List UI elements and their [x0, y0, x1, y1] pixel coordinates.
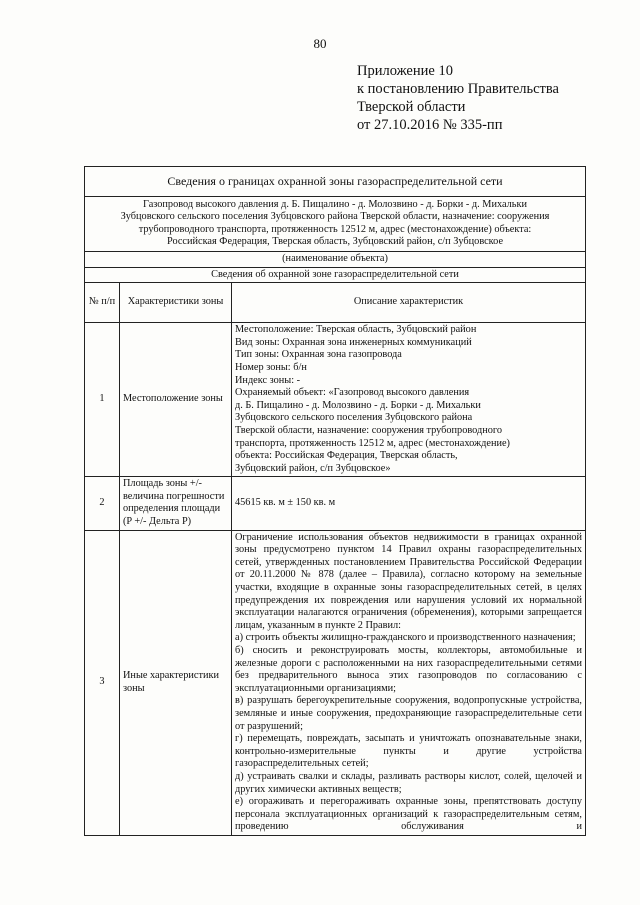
appendix-line-4: от 27.10.2016 № 335-пп	[357, 117, 503, 133]
restriction-item: а) строить объекты жилищно-гражданского и производственного назначения;	[235, 632, 576, 644]
row-number: 1	[85, 323, 120, 477]
row-number: 3	[85, 530, 120, 835]
row-characteristic: Местоположение зоны	[120, 323, 232, 477]
description-line: Номер зоны: б/н	[235, 361, 307, 373]
object-name-line: Зубцовского сельского поселения Зубцовского района Тверской области, назначение: сооружения	[120, 211, 550, 223]
description-line: Зубцовский район, с/п Зубцовское»	[235, 462, 391, 474]
restriction-item: в) разрушать берегоукрепительные сооружения, водопропускные устройства, земляные и иные сооружения, предохраняющие газораспределительные сети от разрушений;	[235, 695, 582, 732]
description-paragraph: Ограничение использования объектов недвижимости в границах охранной зоны предусмотрено пунктом 14 Правил охраны газораспределительных сетей, утвержденных постановлением Правительства Российской Федерации от 20.11.2000 № 878 (далее – Правила), согласно которому на земельные участки, входящие в охранные зоны газораспределительных сетей, в целях предупреждения их повреждения или нарушения условий их нормальной эксплуатации налагаются ограничения (обременения), которыми запрещается лицам, указанным в пункте 2 Правил:	[235, 531, 582, 631]
description-line: Местоположение: Тверская область, Зубцовский район	[235, 324, 477, 336]
description-line: объекта: Российская Федерация, Тверская область,	[235, 450, 458, 462]
table-title: Сведения о границах охранной зоны газораспределительной сети	[85, 167, 586, 197]
description-line: транспорта, протяженность 12512 м, адрес (местонахождение)	[235, 437, 510, 449]
restriction-item: б) сносить и реконструировать мосты, коллекторы, автомобильные и железные дороги с расположенными на них газораспределительными сетями без предварительного выноса этих газопроводов по согласованию с эксплуатационными организациями;	[235, 645, 582, 694]
row-description	[232, 530, 586, 835]
object-name-line: трубопроводного транспорта, протяженность 12512 м, адрес (местонахождение) объекта:	[138, 223, 532, 235]
description-line: Тип зоны: Охранная зона газопровода	[235, 349, 402, 361]
row-characteristic: Иные характеристики зоны	[120, 530, 232, 835]
object-name-line: Газопровод высокого давления д. Б. Пищалино - д. Молозвино - д. Борки - д. Михальки	[143, 198, 527, 210]
page-number: 80	[313, 36, 327, 51]
row-characteristic: Площадь зоны +/- величина погрешности определения площади (P +/- Дельта P)	[120, 477, 232, 530]
description-line: Вид зоны: Охранная зона инженерных коммуникаций	[235, 336, 472, 348]
description-line: Охраняемый объект: «Газопровод высокого давления	[235, 387, 470, 399]
restriction-item: е) огораживать и перегораживать охранные зоны, препятствовать доступу персонала эксплуатационных организаций к газораспределительным сетям, проведению обслуживания и	[235, 796, 582, 833]
appendix-line-2: к постановлению Правительства	[357, 81, 559, 97]
description-line: Индекс зоны: -	[235, 374, 301, 386]
appendix-line-1: Приложение 10	[357, 63, 453, 79]
table-row	[85, 323, 586, 477]
zone-info-table	[84, 166, 586, 836]
object-name-line: Российская Федерация, Тверская область, Зубцовский район, с/п Зубцовское	[166, 236, 504, 248]
description-line: Зубцовского сельского поселения Зубцовского района	[235, 412, 473, 424]
restriction-item: г) перемещать, повреждать, засыпать и уничтожать опознавательные знаки, контрольно-измерительные пункты и другие устройства газораспределительных сетей;	[235, 733, 582, 770]
column-header-characteristic: Характеристики зоны	[120, 283, 232, 323]
appendix-header	[357, 62, 559, 134]
row-description: 45615 кв. м ± 150 кв. м	[232, 477, 586, 530]
description-line: д. Б. Пищалино - д. Молозвино - д. Борки - д. Михальки	[235, 399, 481, 411]
zone-info-header: Сведения об охранной зоне газораспределительной сети	[85, 267, 586, 283]
column-header-description: Описание характеристик	[232, 283, 586, 323]
description-line: Тверской области, назначение: сооружения трубопроводного	[235, 424, 503, 436]
object-caption: (наименование объекта)	[85, 251, 586, 267]
column-header-number: № п/п	[85, 283, 120, 323]
object-name	[85, 196, 586, 251]
table-row	[85, 477, 586, 530]
row-number: 2	[85, 477, 120, 530]
table-row	[85, 530, 586, 835]
appendix-line-3: Тверской области	[357, 99, 466, 115]
row-description	[232, 323, 586, 477]
restriction-item: д) устраивать свалки и склады, разливать растворы кислот, солей, щелочей и других химически активных веществ;	[235, 770, 582, 795]
